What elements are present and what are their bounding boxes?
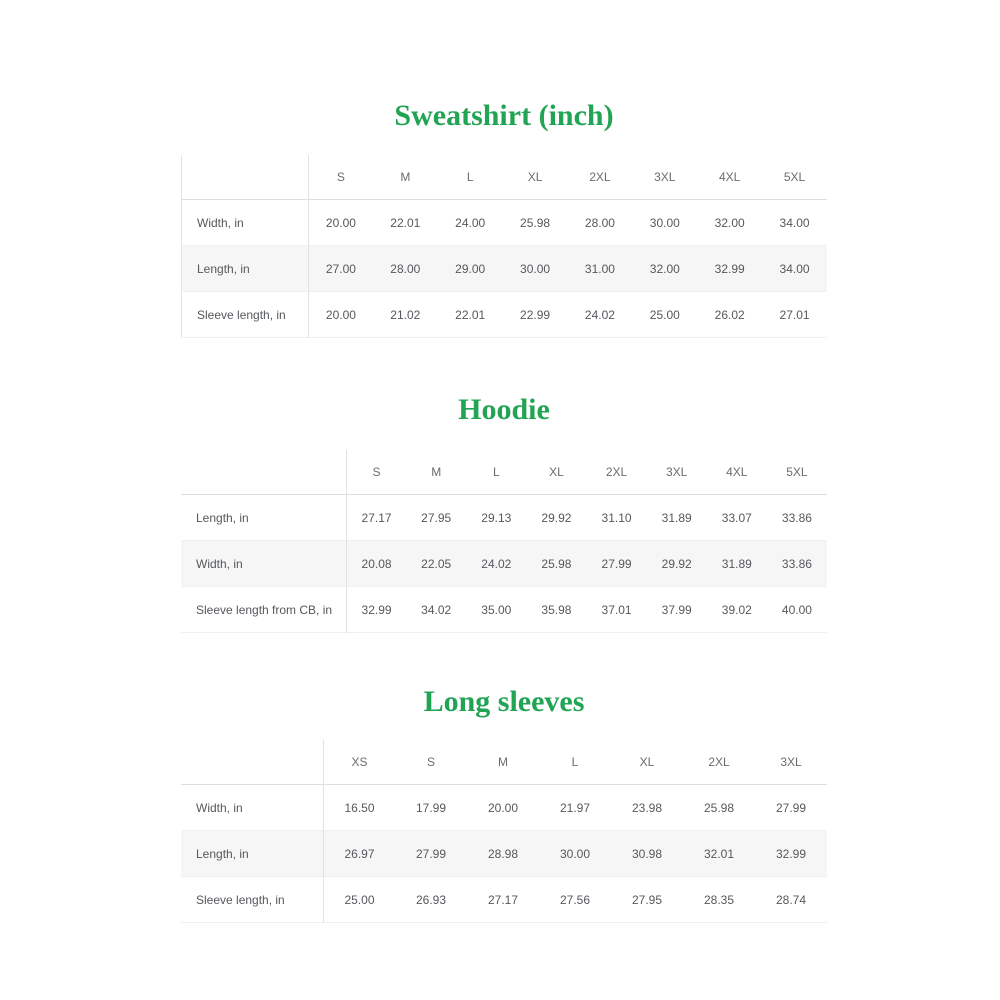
value-cell: 24.02 — [568, 292, 633, 338]
column-header: M — [467, 740, 539, 785]
value-cell: 28.35 — [683, 877, 755, 923]
row-label: Width, in — [181, 541, 346, 587]
value-cell: 28.74 — [755, 877, 827, 923]
column-header: 2XL — [587, 450, 647, 495]
value-cell: 27.99 — [755, 785, 827, 831]
value-cell: 26.02 — [697, 292, 762, 338]
value-cell: 32.99 — [346, 587, 406, 633]
row-label: Sleeve length from CB, in — [181, 587, 346, 633]
value-cell: 24.02 — [466, 541, 526, 587]
row-label: Width, in — [181, 200, 308, 246]
corner-cell — [181, 155, 308, 200]
row-label: Sleeve length, in — [181, 877, 323, 923]
value-cell: 30.00 — [632, 200, 697, 246]
value-cell: 25.98 — [503, 200, 568, 246]
column-header: L — [539, 740, 611, 785]
value-cell: 20.00 — [308, 292, 373, 338]
value-cell: 20.00 — [308, 200, 373, 246]
value-cell: 30.00 — [503, 246, 568, 292]
value-cell: 20.00 — [467, 785, 539, 831]
value-cell: 22.99 — [503, 292, 568, 338]
value-cell: 27.00 — [308, 246, 373, 292]
size-table-hoodie — [181, 450, 827, 633]
value-cell: 31.00 — [568, 246, 633, 292]
column-header: M — [406, 450, 466, 495]
value-cell: 37.99 — [647, 587, 707, 633]
value-cell: 33.86 — [767, 541, 827, 587]
value-cell: 40.00 — [767, 587, 827, 633]
column-header: XL — [611, 740, 683, 785]
value-cell: 21.02 — [373, 292, 438, 338]
value-cell: 16.50 — [323, 785, 395, 831]
value-cell: 27.01 — [762, 292, 827, 338]
column-header: XL — [526, 450, 586, 495]
value-cell: 17.99 — [395, 785, 467, 831]
table-title-long-sleeves: Long sleeves — [423, 685, 585, 718]
row-label: Length, in — [181, 495, 346, 541]
column-header: XL — [503, 155, 568, 200]
value-cell: 32.00 — [697, 200, 762, 246]
value-cell: 27.99 — [587, 541, 647, 587]
value-cell: 28.98 — [467, 831, 539, 877]
value-cell: 29.92 — [526, 495, 586, 541]
value-cell: 33.86 — [767, 495, 827, 541]
value-cell: 29.00 — [438, 246, 503, 292]
corner-cell — [181, 740, 323, 785]
value-cell: 25.98 — [526, 541, 586, 587]
size-chart-content — [181, 0, 827, 923]
value-cell: 32.99 — [755, 831, 827, 877]
value-cell: 26.97 — [323, 831, 395, 877]
row-label: Length, in — [181, 246, 308, 292]
value-cell: 30.00 — [539, 831, 611, 877]
value-cell: 27.17 — [467, 877, 539, 923]
table-title-hoodie: Hoodie — [458, 393, 550, 426]
section-long-sleeves — [181, 682, 827, 923]
value-cell: 20.08 — [346, 541, 406, 587]
column-header: 3XL — [632, 155, 697, 200]
table-title-sweatshirt: Sweatshirt (inch) — [394, 99, 614, 132]
value-cell: 28.00 — [373, 246, 438, 292]
column-header: S — [308, 155, 373, 200]
value-cell: 26.93 — [395, 877, 467, 923]
row-label: Sleeve length, in — [181, 292, 308, 338]
value-cell: 27.56 — [539, 877, 611, 923]
value-cell: 34.00 — [762, 200, 827, 246]
value-cell: 31.10 — [587, 495, 647, 541]
column-header: 2XL — [683, 740, 755, 785]
value-cell: 27.95 — [406, 495, 466, 541]
value-cell: 23.98 — [611, 785, 683, 831]
column-header: 4XL — [707, 450, 767, 495]
column-header: M — [373, 155, 438, 200]
value-cell: 37.01 — [587, 587, 647, 633]
value-cell: 29.92 — [647, 541, 707, 587]
value-cell: 22.01 — [373, 200, 438, 246]
section-hoodie — [181, 390, 827, 633]
size-table-sweatshirt — [181, 155, 827, 338]
row-label: Width, in — [181, 785, 323, 831]
value-cell: 33.07 — [707, 495, 767, 541]
corner-cell — [181, 450, 346, 495]
value-cell: 34.02 — [406, 587, 466, 633]
value-cell: 22.05 — [406, 541, 466, 587]
value-cell: 31.89 — [647, 495, 707, 541]
size-table-long-sleeves — [181, 740, 827, 923]
column-header: S — [346, 450, 406, 495]
value-cell: 22.01 — [438, 292, 503, 338]
column-header: XS — [323, 740, 395, 785]
column-header: 4XL — [697, 155, 762, 200]
value-cell: 30.98 — [611, 831, 683, 877]
value-cell: 27.17 — [346, 495, 406, 541]
column-header: 3XL — [647, 450, 707, 495]
value-cell: 32.01 — [683, 831, 755, 877]
column-header: 5XL — [762, 155, 827, 200]
column-header: L — [438, 155, 503, 200]
row-label: Length, in — [181, 831, 323, 877]
value-cell: 39.02 — [707, 587, 767, 633]
value-cell: 34.00 — [762, 246, 827, 292]
value-cell: 27.95 — [611, 877, 683, 923]
value-cell: 27.99 — [395, 831, 467, 877]
value-cell: 31.89 — [707, 541, 767, 587]
column-header: 2XL — [568, 155, 633, 200]
column-header: 5XL — [767, 450, 827, 495]
value-cell: 29.13 — [466, 495, 526, 541]
section-sweatshirt — [181, 96, 827, 338]
column-header: S — [395, 740, 467, 785]
value-cell: 25.00 — [632, 292, 697, 338]
value-cell: 35.98 — [526, 587, 586, 633]
column-header: 3XL — [755, 740, 827, 785]
value-cell: 35.00 — [466, 587, 526, 633]
value-cell: 32.00 — [632, 246, 697, 292]
value-cell: 25.98 — [683, 785, 755, 831]
value-cell: 24.00 — [438, 200, 503, 246]
value-cell: 25.00 — [323, 877, 395, 923]
column-header: L — [466, 450, 526, 495]
value-cell: 32.99 — [697, 246, 762, 292]
value-cell: 28.00 — [568, 200, 633, 246]
value-cell: 21.97 — [539, 785, 611, 831]
